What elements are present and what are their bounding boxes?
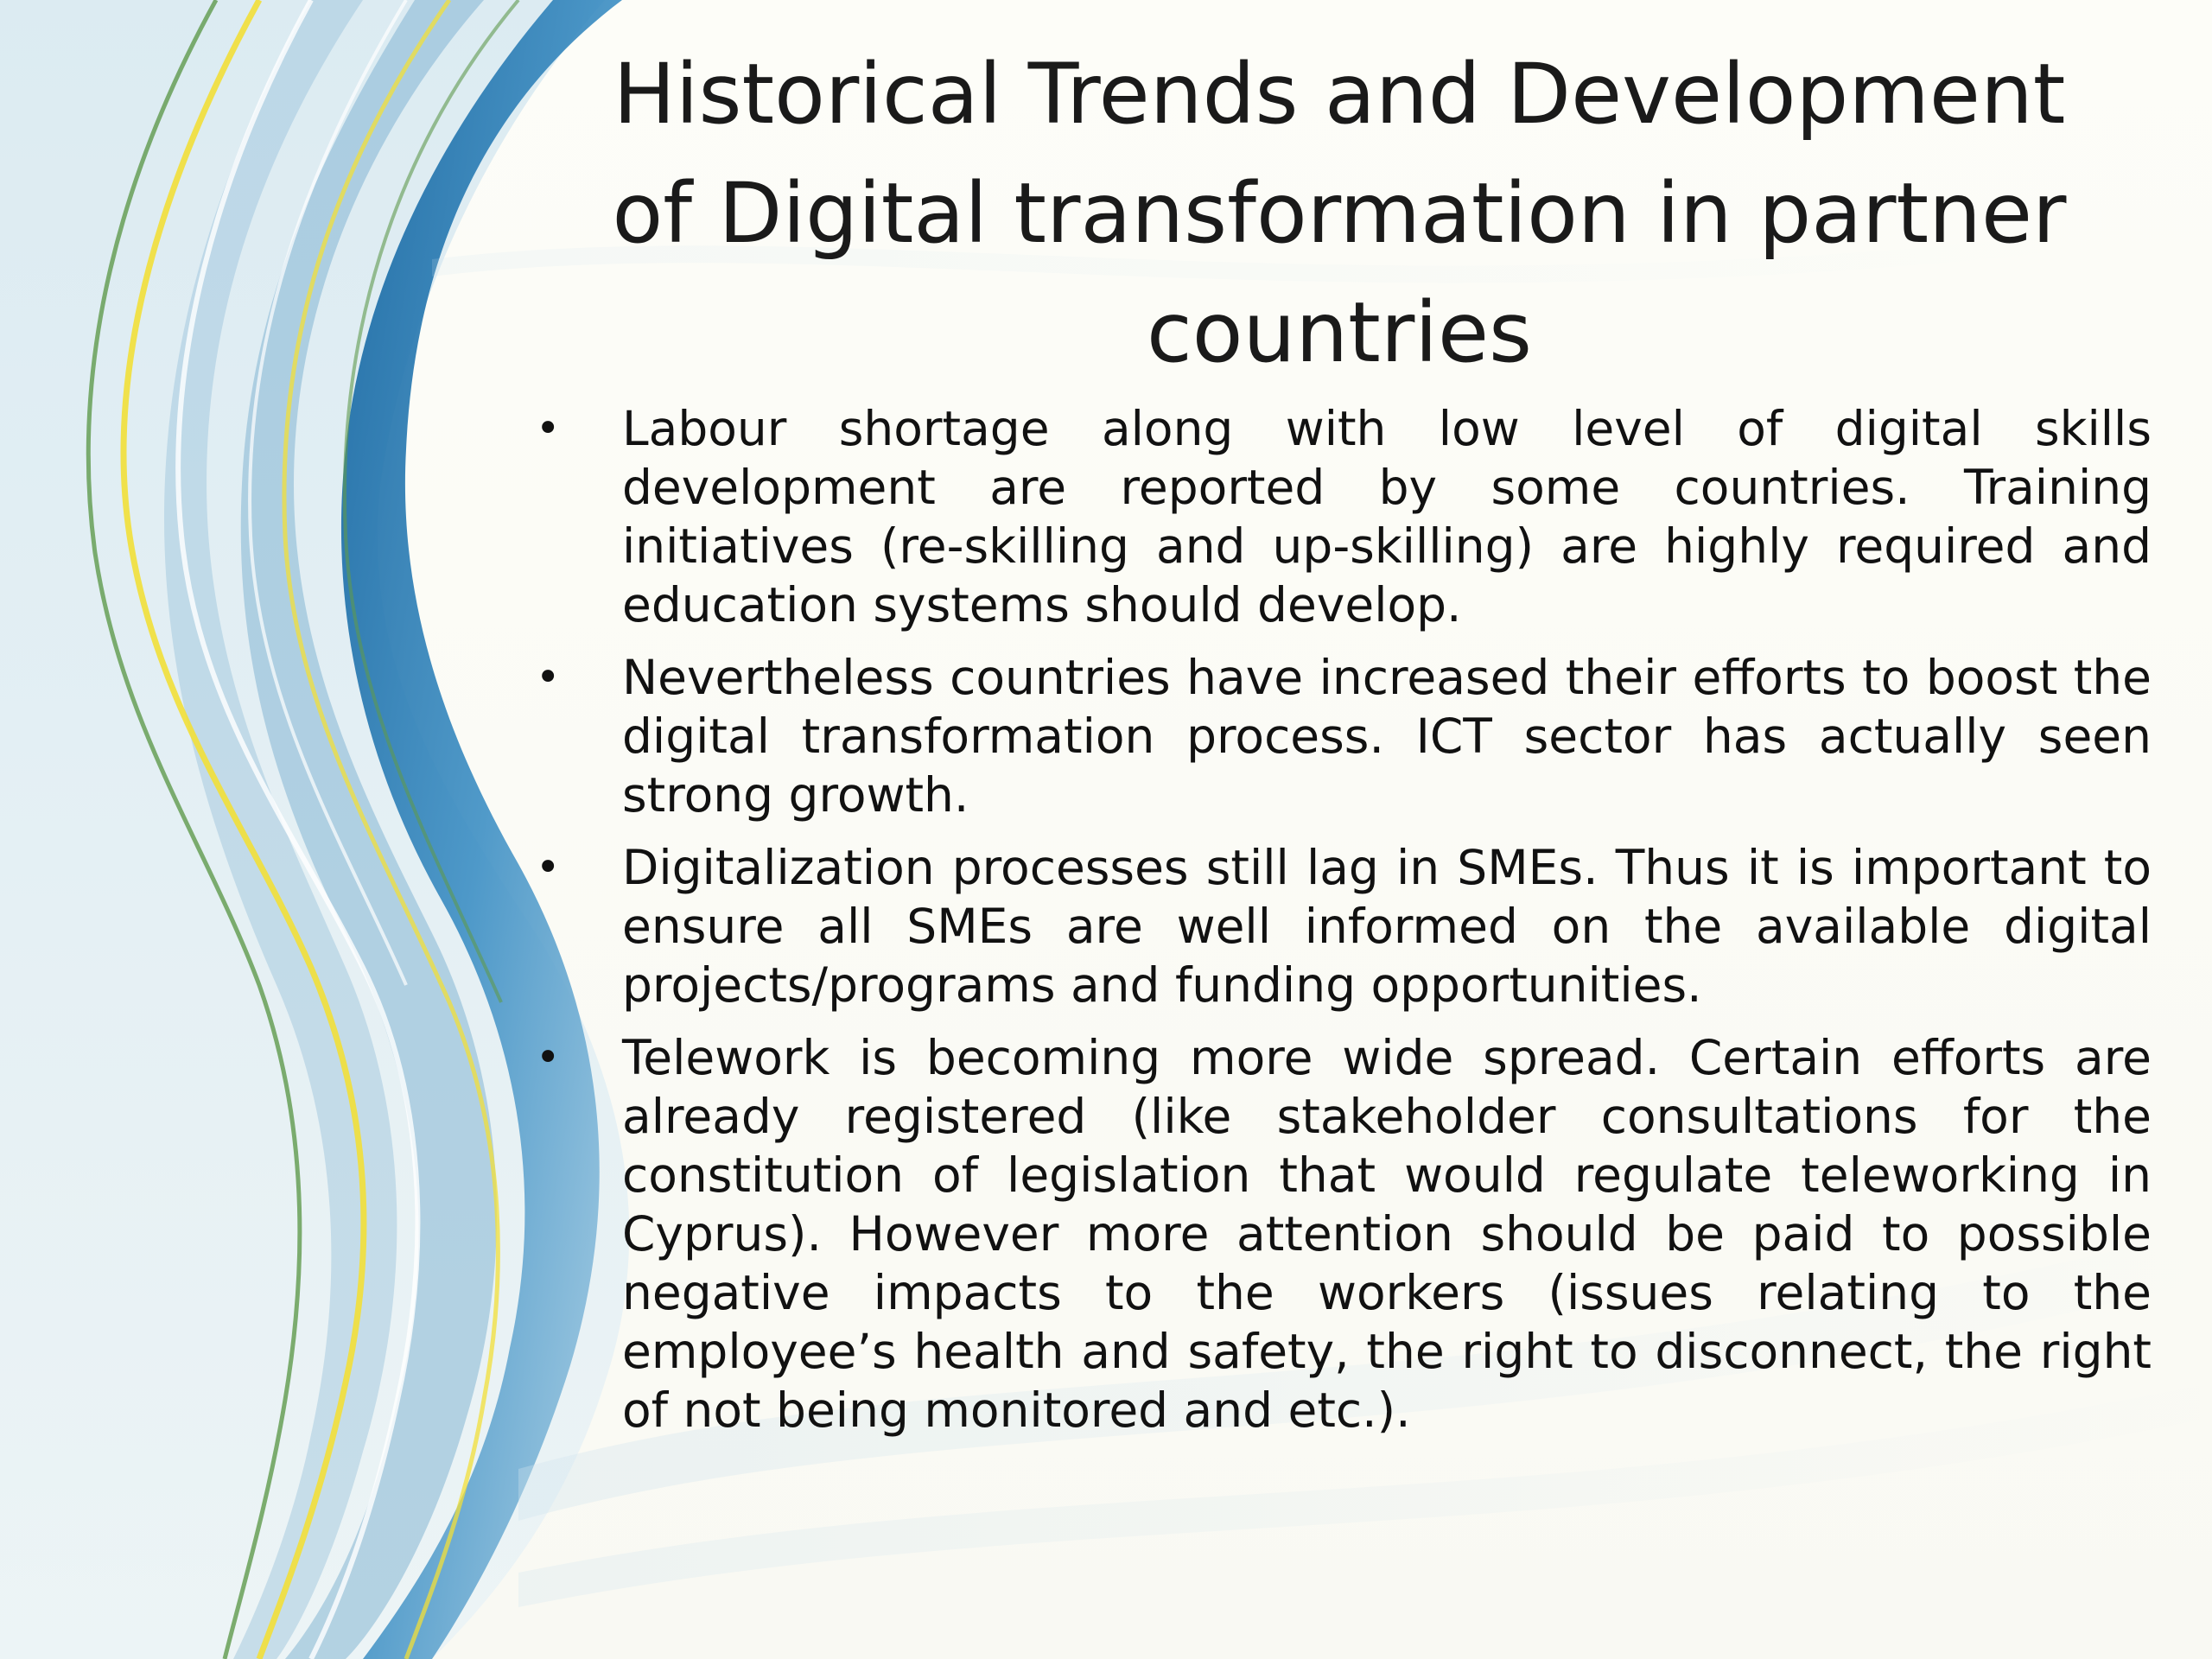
bullet-icon: • [536,1033,561,1082]
bullet-item [536,838,2152,1014]
bullet-item [536,1028,2152,1440]
bullet-item [536,648,2152,824]
bullet-icon: • [536,404,561,453]
slide-title: Historical Trends and Development of Digital transformation in partner countries [612,46,2067,381]
bullet-text: Labour shortage along with low level of digital skills development are reported by some countries. Training initiatives (re-skilling and up-skilling) are highly required and education systems should develop. [622,401,2152,632]
bullet-icon: • [536,843,561,892]
bullet-text: Telework is becoming more wide spread. Certain efforts are already registered (like stakeholder consultations for the constitution of legislation that would regulate teleworking in Cyprus). However more attention should be paid to possible negative impacts to the workers (issues relating to the employee’s health and safety, the right to disconnect, the right of not being monitored and etc.). [622,1030,2152,1438]
bullet-list [536,399,2152,1453]
bullet-text: Nevertheless countries have increased their efforts to boost the digital transformation process. ICT sector has actually seen strong growth. [622,650,2152,823]
bullet-text: Digitalization processes still lag in SMEs. Thus it is important to ensure all SMEs are well informed on the available digital projects/programs and funding opportunities. [622,840,2152,1013]
bullet-icon: • [536,653,561,702]
bullet-item [536,399,2152,634]
